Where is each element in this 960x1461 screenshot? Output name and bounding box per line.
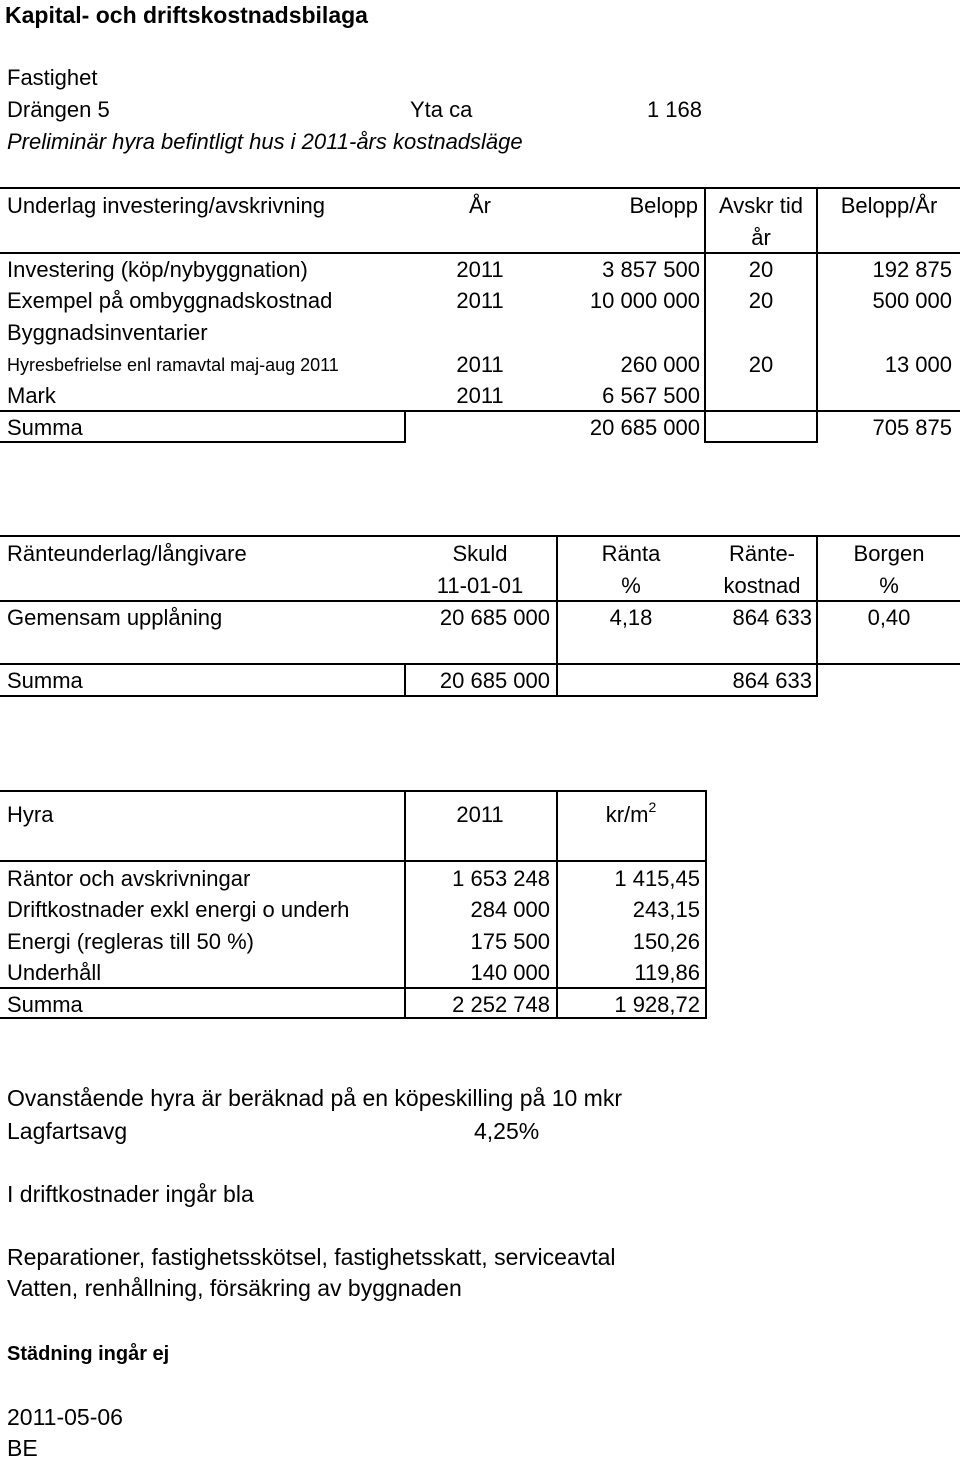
- int-header-rate: Ränta: [601, 541, 661, 566]
- rent-total-amount: 2 252 748: [452, 992, 550, 1017]
- area-label: Yta ca: [410, 97, 473, 122]
- rent-row-amount: 140 000: [470, 960, 550, 985]
- rent-row-amount: 284 000: [470, 897, 550, 922]
- inv-row-dep: 20: [748, 288, 774, 313]
- page-title: Kapital- och driftskostnadsbilaga: [5, 2, 368, 28]
- rent-row-amount: 175 500: [470, 929, 550, 954]
- rent-row-per-sqm: 243,15: [632, 897, 700, 922]
- inv-row-year: 2011: [456, 288, 504, 313]
- inv-row-amount: 3 857 500: [602, 257, 700, 282]
- int-header-debt: Skuld: [452, 541, 508, 566]
- inv-row-label: Exempel på ombyggnadskostnad: [7, 288, 333, 313]
- inv-row-amount: 10 000 000: [589, 288, 700, 313]
- inv-row-amount: 6 567 500: [602, 383, 700, 408]
- inv-row-year: 2011: [456, 257, 504, 282]
- rent-row-per-sqm: 150,26: [632, 929, 700, 954]
- int-total-debt: 20 685 000: [439, 668, 550, 693]
- inv-header-dep-unit: år: [751, 225, 771, 250]
- inv-row-dep: 20: [748, 352, 774, 377]
- inv-row-dep: 20: [748, 257, 774, 282]
- rent-row-label: Driftkostnader exkl energi o underh: [7, 897, 350, 922]
- inv-row-label: Mark: [7, 383, 56, 408]
- inv-header-dep: Avskr tid: [719, 193, 803, 218]
- rent-row-amount: 1 653 248: [452, 866, 550, 891]
- int-header-cost: Ränte-: [728, 541, 796, 566]
- rent-row-label: Räntor och avskrivningar: [7, 866, 251, 891]
- rent-row-per-sqm: 119,86: [634, 960, 700, 985]
- inv-header-per-year: Belopp/År: [840, 193, 938, 218]
- property-name: Drängen 5: [7, 97, 110, 122]
- inv-row-year: 2011: [456, 352, 504, 377]
- int-header-guarantee-unit: %: [879, 573, 899, 598]
- document-date: 2011-05-06: [7, 1404, 123, 1430]
- inv-header-year: År: [469, 193, 491, 218]
- rent-total-label: Summa: [7, 992, 83, 1017]
- rent-header-item: Hyra: [7, 802, 54, 827]
- inv-header-item: Underlag investering/avskrivning: [7, 193, 325, 218]
- rent-header-unit: $kr/m^2$: [605, 799, 657, 827]
- stamp-duty-value: 4,25%: [474, 1118, 540, 1144]
- inv-total-per-year: 705 875: [872, 415, 952, 440]
- rent-total-per-sqm: 1 928,72: [614, 992, 700, 1017]
- inv-total-label: Summa: [7, 415, 83, 440]
- inv-row-per-year: 500 000: [872, 288, 952, 313]
- inv-row-year: 2011: [456, 383, 504, 408]
- property-subtitle: Preliminär hyra befintligt hus i 2011-års kostnadsläge: [7, 129, 523, 154]
- includes-line-1: Reparationer, fastighetsskötsel, fastighetsskatt, serviceavtal: [7, 1244, 616, 1270]
- int-header-cost-line2: kostnad: [723, 573, 801, 598]
- inv-row-label: Investering (köp/nybyggnation): [7, 257, 308, 282]
- int-total-cost: 864 633: [732, 668, 812, 693]
- area-value: 1 168: [646, 97, 702, 122]
- inv-row-per-year: 13 000: [884, 352, 952, 377]
- stamp-duty-label: Lagfartsavg: [7, 1118, 128, 1144]
- inv-total-amount: 20 685 000: [589, 415, 700, 440]
- int-header-guarantee: Borgen: [853, 541, 925, 566]
- int-row-cost: 864 633: [732, 605, 812, 630]
- property-label: Fastighet: [7, 65, 98, 90]
- cleaning-note: Städning ingår ej: [7, 1343, 170, 1365]
- int-row-guarantee: 0,40: [867, 605, 911, 630]
- inv-row-label: Byggnadsinventarier: [7, 320, 208, 345]
- includes-line-2: Vatten, renhållning, försäkring av byggnaden: [7, 1275, 462, 1301]
- int-header-rate-unit: %: [621, 573, 641, 598]
- rent-row-per-sqm: 1 415,45: [614, 866, 700, 891]
- inv-row-label: Hyresbefrielse enl ramavtal maj-aug 2011: [7, 355, 339, 375]
- inv-row-amount: 260 000: [620, 352, 700, 377]
- rent-row-label: Underhåll: [7, 960, 102, 985]
- int-total-label: Summa: [7, 668, 83, 693]
- int-row-debt: 20 685 000: [439, 605, 550, 630]
- int-row-label: Gemensam upplåning: [7, 605, 223, 630]
- rent-header-year: 2011: [456, 802, 504, 827]
- int-header-debt-date: 11-01-01: [436, 573, 524, 598]
- inv-header-amount: Belopp: [629, 193, 698, 218]
- includes-title: I driftkostnader ingår bla: [7, 1181, 254, 1207]
- purchase-note: Ovanstående hyra är beräknad på en köpeskilling på 10 mkr: [7, 1085, 622, 1111]
- int-header-item: Ränteunderlag/långivare: [7, 541, 247, 566]
- author-initials: BE: [7, 1435, 38, 1461]
- int-row-rate: 4,18: [609, 605, 653, 630]
- rent-row-label: Energi (regleras till 50 %): [7, 929, 254, 954]
- inv-row-per-year: 192 875: [872, 257, 952, 282]
